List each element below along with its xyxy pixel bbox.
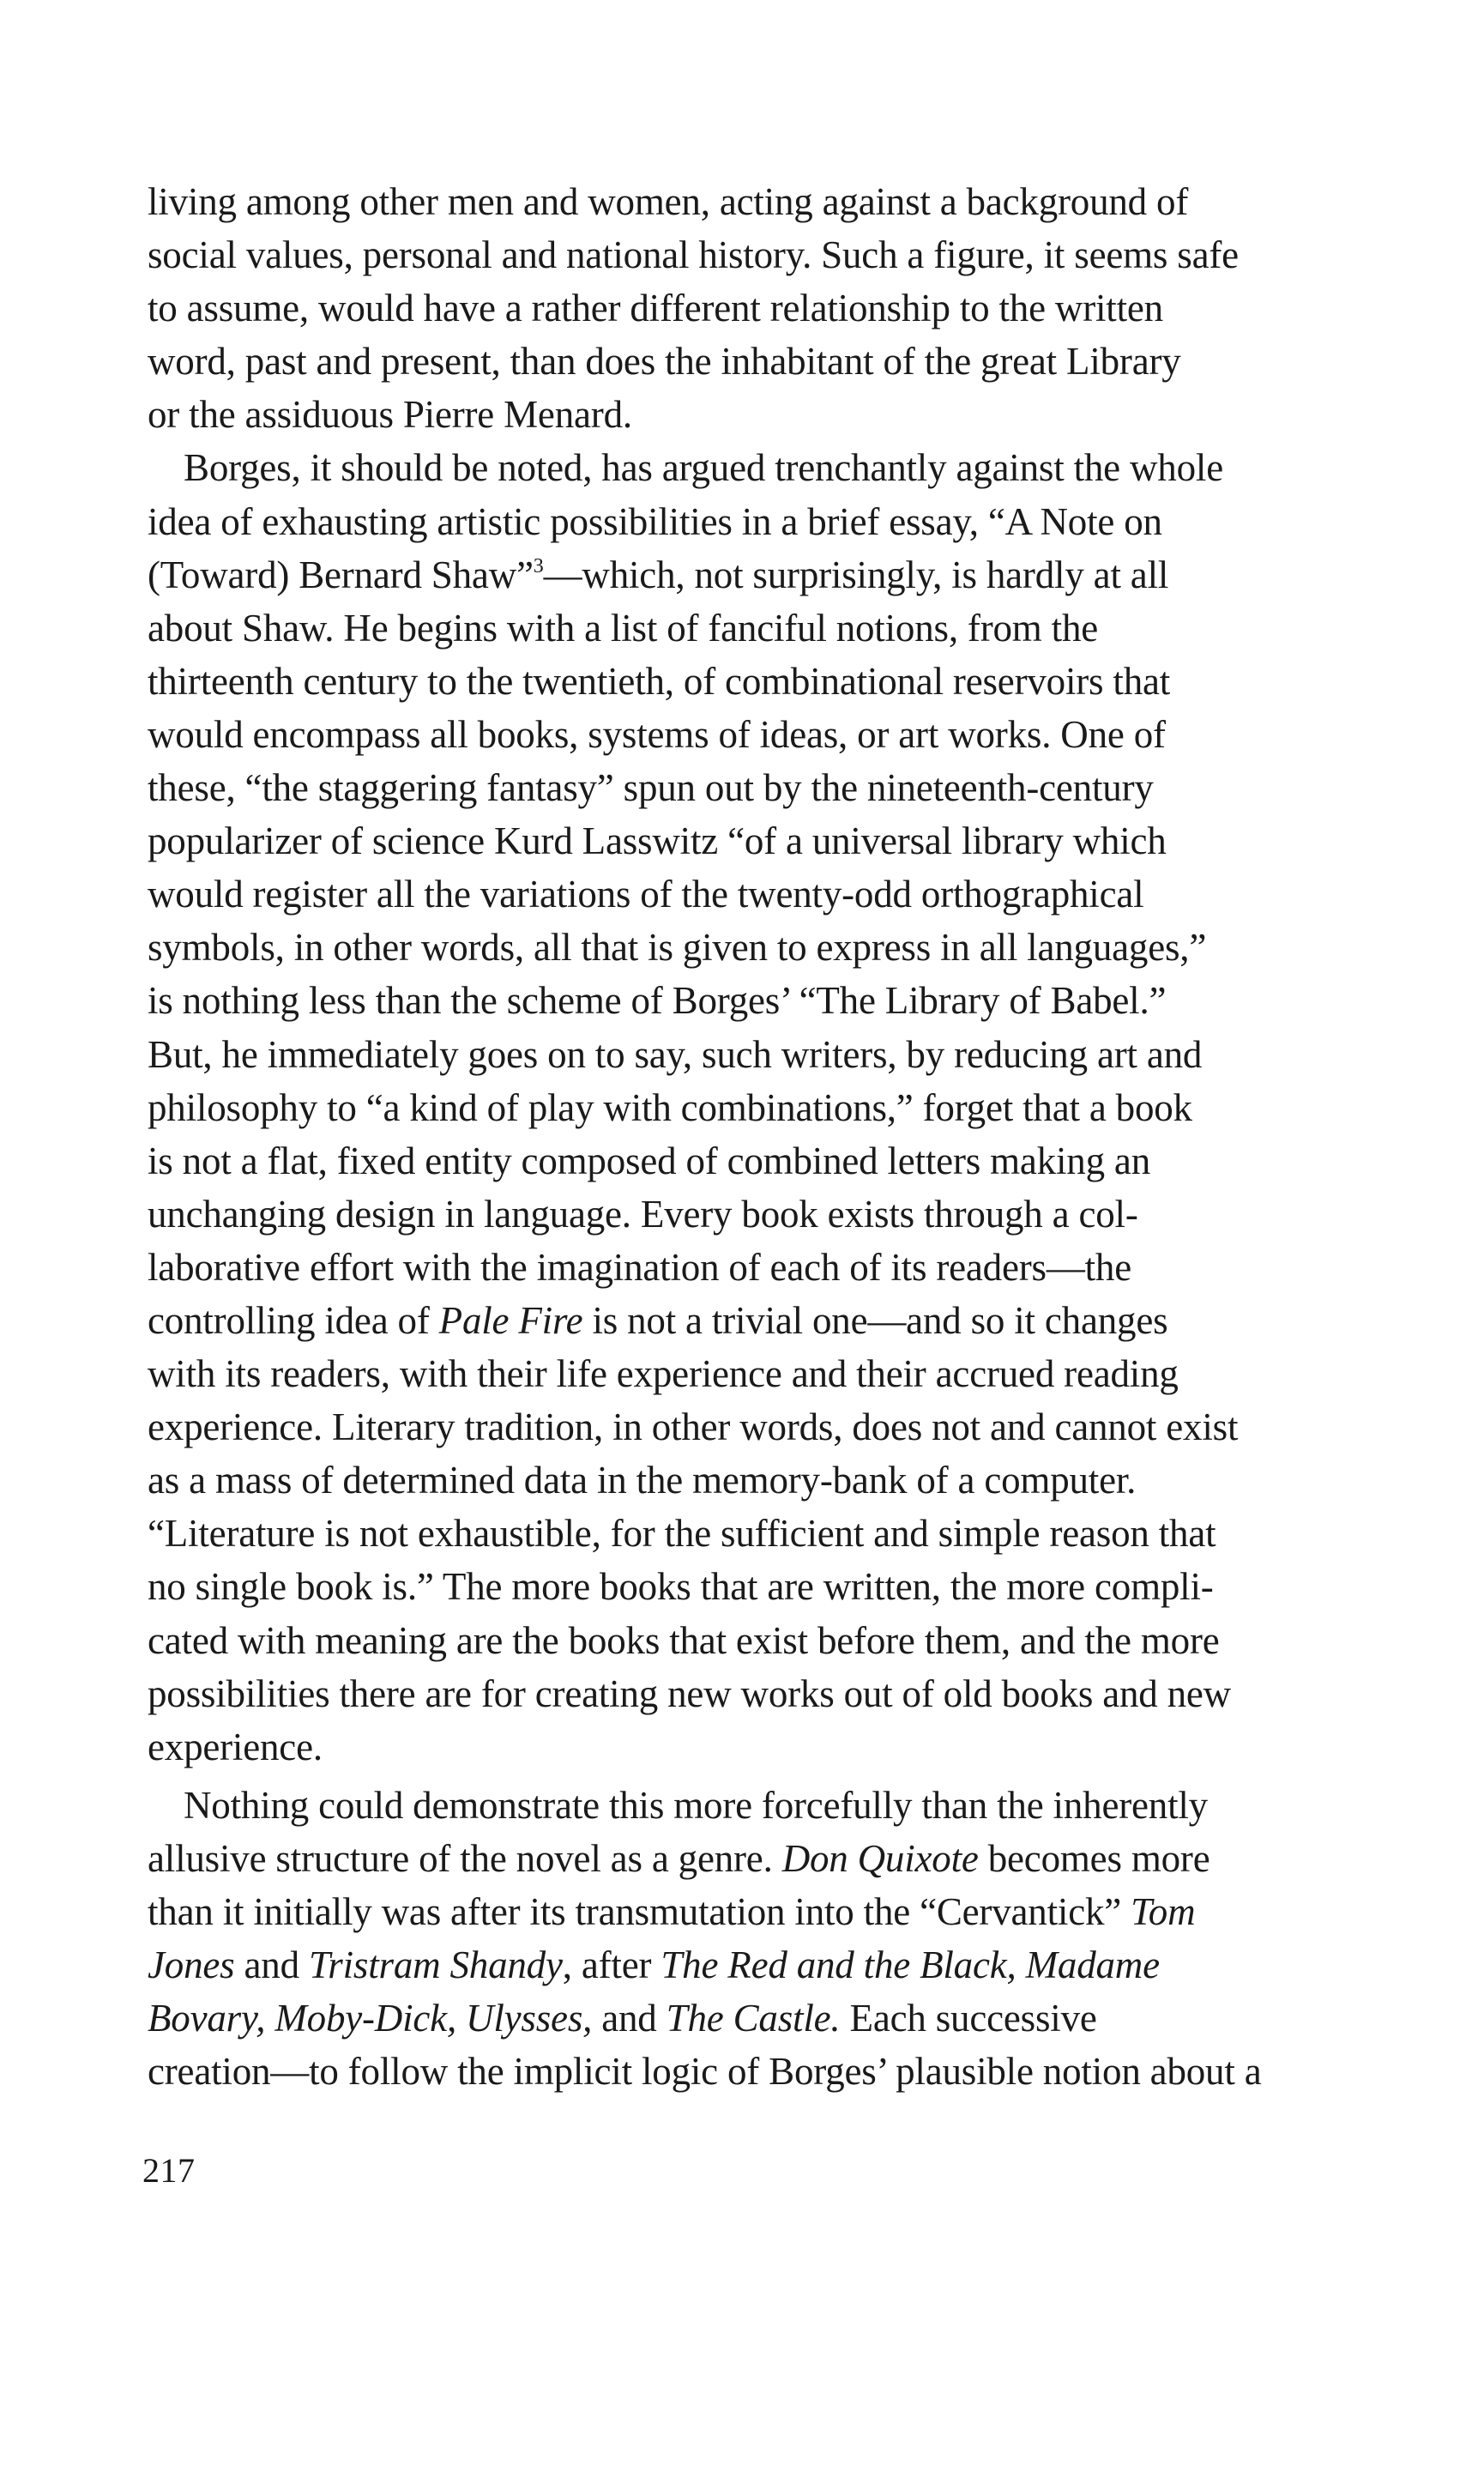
text-segment: cated with meaning are the books that exist before them, and the more (148, 1618, 1220, 1662)
text-line (148, 1028, 1331, 1081)
text-segment: living among other men and women, acting against a background of (148, 180, 1189, 223)
text-segment: about Shaw. He begins with a list of fanciful notions, from the (148, 606, 1099, 650)
text-segment: experience. Literary tradition, in other words, does not and cannot exist (148, 1405, 1239, 1449)
page-number: 217 (142, 2151, 196, 2190)
text-line (148, 335, 1331, 388)
text-segment: controlling idea of (148, 1298, 439, 1342)
italic-title: Bovary, Moby-Dick, Ulysses, (148, 1997, 593, 2040)
italic-title: Don Quixote (781, 1836, 979, 1880)
text-segment: is not a trivial one—and so it changes (582, 1298, 1168, 1342)
body-text (148, 175, 1331, 2098)
text-line (148, 388, 1331, 441)
text-segment: , after (562, 1943, 661, 1987)
text-line (148, 1560, 1331, 1613)
text-line (148, 175, 1331, 228)
text-segment: as a mass of determined data in the memory-bank of a computer. (148, 1459, 1137, 1502)
text-line (148, 708, 1331, 761)
text-line (148, 921, 1331, 974)
text-segment: experience. (148, 1725, 323, 1768)
text-line (148, 1188, 1331, 1241)
text-segment: and (234, 1943, 309, 1987)
text-line (148, 1454, 1331, 1507)
text-segment: or the assiduous Pierre Menard. (148, 393, 632, 437)
text-line (148, 1614, 1331, 1667)
text-line (148, 1134, 1331, 1188)
text-line (148, 655, 1331, 708)
text-line (148, 441, 1331, 494)
text-segment: and (592, 1997, 667, 2040)
italic-title: Pale Fire (438, 1298, 583, 1342)
italic-title: Tom (1131, 1890, 1196, 1933)
text-segment: would encompass all books, systems of ideas, or art works. One of (148, 712, 1166, 756)
text-line (148, 1992, 1331, 2045)
text-line (148, 814, 1331, 867)
text-segment: laborative effort with the imagination of each of its readers—the (148, 1245, 1132, 1289)
italic-title: The Castle. (666, 1997, 841, 2040)
text-line (148, 867, 1331, 921)
text-segment: becomes more (978, 1836, 1210, 1880)
text-line (148, 1779, 1331, 1832)
text-line (148, 1241, 1331, 1294)
text-segment: unchanging design in language. Every book exists through a col- (148, 1192, 1138, 1236)
text-line (148, 1081, 1331, 1134)
text-line (148, 1885, 1331, 1938)
text-segment: allusive structure of the novel as a genre. (148, 1836, 782, 1880)
text-segment: is nothing less than the scheme of Borges’ “The Library of Babel.” (148, 979, 1167, 1023)
text-line (148, 761, 1331, 814)
text-line (148, 548, 1331, 601)
text-segment: would register all the variations of the twenty-odd orthographical (148, 873, 1144, 916)
text-segment: than it initially was after its transmutation into the “Cervantick” (148, 1890, 1131, 1933)
text-segment: thirteenth century to the twentieth, of combinational reservoirs that (148, 659, 1171, 703)
text-line (148, 1720, 1331, 1774)
text-line (148, 495, 1331, 548)
text-line (148, 1347, 1331, 1400)
text-line (148, 1832, 1331, 1885)
text-segment: to assume, would have a rather different relationship to the written (148, 287, 1163, 330)
text-segment: idea of exhausting artistic possibilities in a brief essay, “A Note on (148, 499, 1162, 543)
text-segment: Nothing could demonstrate this more forcefully than the inherently (184, 1783, 1208, 1827)
text-segment: (Toward) Bernard Shaw” (148, 553, 534, 596)
text-line (148, 1938, 1331, 1992)
text-line (148, 1400, 1331, 1454)
text-segment: creation—to follow the implicit logic of Borges’ plausible notion about a (148, 2050, 1262, 2094)
text-segment: popularizer of science Kurd Lasswitz “of a universal library which (148, 819, 1167, 863)
text-line (148, 281, 1331, 335)
text-segment: word, past and present, than does the inhabitant of the great Library (148, 340, 1181, 384)
italic-title: Jones (148, 1943, 235, 1987)
text-segment: Each successive (840, 1997, 1097, 2040)
text-line (148, 974, 1331, 1027)
text-segment: Borges, it should be noted, has argued trenchantly against the whole (184, 446, 1223, 490)
italic-title: Tristram Shandy (308, 1943, 563, 1987)
text-line (148, 1294, 1331, 1347)
footnote-marker: 3 (533, 554, 544, 577)
text-segment: social values, personal and national history. Such a figure, it seems safe (148, 233, 1239, 277)
text-segment: with its readers, with their life experience and their accrued reading (148, 1352, 1179, 1396)
text-line (148, 228, 1331, 281)
italic-title: The Red and the Black, Madame (661, 1943, 1160, 1987)
text-segment: But, he immediately goes on to say, such writers, by reducing art and (148, 1032, 1203, 1076)
text-line (148, 1667, 1331, 1720)
text-segment: philosophy to “a kind of play with combinations,” forget that a book (148, 1085, 1192, 1129)
text-segment: symbols, in other words, all that is given to express in all languages,” (148, 926, 1207, 970)
text-line (148, 1507, 1331, 1560)
text-segment: —which, not surprisingly, is hardly at all (543, 553, 1169, 596)
text-line (148, 601, 1331, 655)
text-line (148, 2045, 1331, 2098)
text-segment: is not a flat, fixed entity composed of combined letters making an (148, 1139, 1150, 1182)
text-segment: “Literature is not exhaustible, for the sufficient and simple reason that (148, 1512, 1216, 1556)
text-segment: no single book is.” The more books that are written, the more compli- (148, 1565, 1214, 1609)
text-segment: possibilities there are for creating new works out of old books and new (148, 1671, 1231, 1715)
text-segment: these, “the staggering fantasy” spun out by the nineteenth-century (148, 766, 1154, 810)
